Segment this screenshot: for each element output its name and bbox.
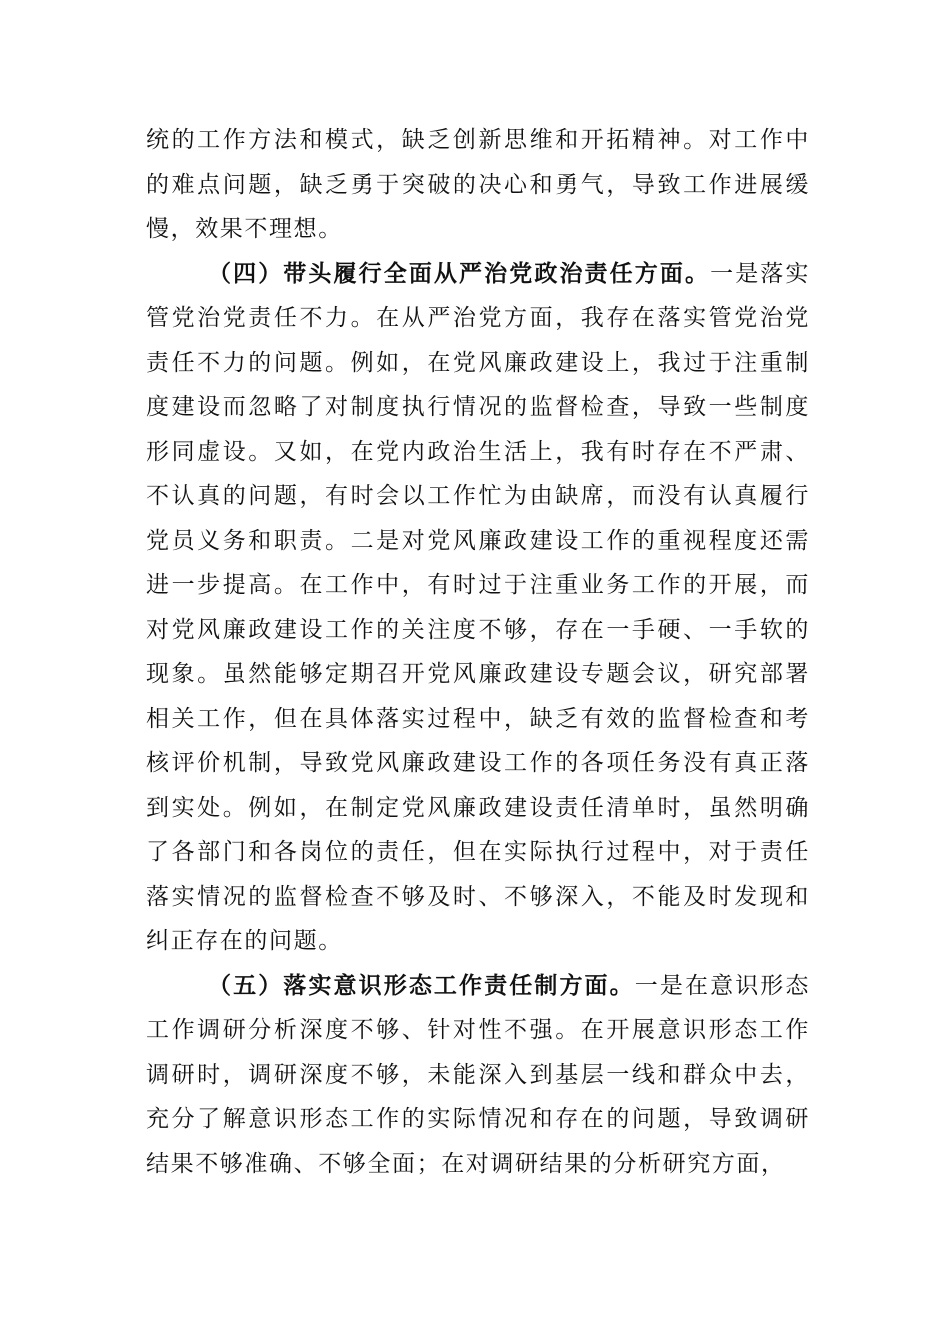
- paragraph-section-four: [146, 252, 810, 964]
- section-four-body: 一是落实管党治党责任不力。在从严治党方面，我存在落实管党治党责任不力的问题。例如，在党风廉政建设上，我过于注重制度建设而忽略了对制度执行情况的监督检查，导致一些制度形同虚设。又如，在党内政治生活上，我有时存在不严肃、不认真的问题，有时会以工作忙为由缺席，而没有认真履行党员义务和职责。二是对党风廉政建设工作的重视程度还需进一步提高。在工作中，有时过于注重业务工作的开展，而对党风廉政建设工作的关注度不够，存在一手硬、一手软的现象。虽然能够定期召开党风廉政建设专题会议，研究部署相关工作，但在具体落实过程中，缺乏有效的监督检查和考核评价机制，导致党风廉政建设工作的各项任务没有真正落到实处。例如，在制定党风廉政建设责任清单时，虽然明确了各部门和各岗位的责任，但在实际执行过程中，对于责任落实情况的监督检查不够及时、不够深入，不能及时发现和纠正存在的问题。: [146, 260, 811, 954]
- section-five-body: 一是在意识形态工作调研分析深度不够、针对性不强。在开展意识形态工作调研时，调研深度不够，未能深入到基层一线和群众中去，充分了解意识形态工作的实际情况和存在的问题，导致调研结果不够准确、不够全面；在对调研结果的分析研究方面，: [146, 972, 811, 1177]
- paragraph-continuation: [146, 118, 810, 252]
- paragraph-1-body: 统的工作方法和模式，缺乏创新思维和开拓精神。对工作中的难点问题，缺乏勇于突破的决心和勇气，导致工作进展缓慢，效果不理想。: [146, 127, 810, 242]
- paragraph-section-five: [146, 964, 810, 1187]
- section-five-heading: （五）落实意识形态工作责任制方面。: [208, 972, 635, 999]
- document-body: [146, 118, 810, 1186]
- section-four-heading: （四）带头履行全面从严治党政治责任方面。: [208, 260, 711, 287]
